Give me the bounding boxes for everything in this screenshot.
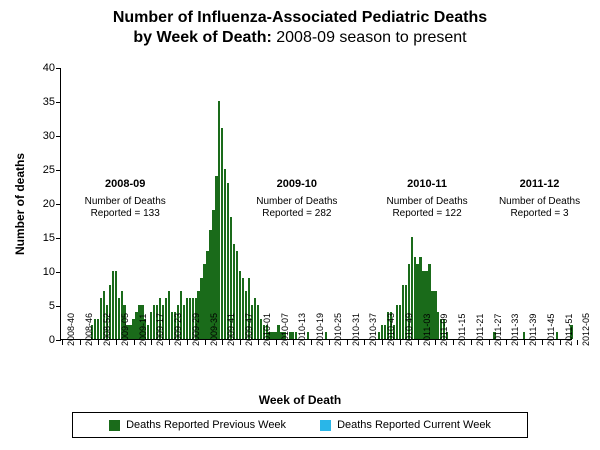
legend-label: Deaths Reported Current Week — [337, 419, 491, 431]
x-tick-label: 2010-13 — [297, 312, 308, 346]
legend-item — [320, 419, 491, 431]
bar — [165, 298, 167, 339]
bar — [236, 251, 238, 339]
x-tick-mark — [471, 340, 472, 345]
x-tick-label: 2011-33 — [510, 313, 521, 346]
bar — [183, 305, 185, 339]
bar — [150, 312, 152, 339]
x-tick-label: 2011-27 — [492, 313, 503, 346]
bar — [523, 332, 525, 339]
bar — [307, 332, 309, 339]
x-tick-mark — [560, 340, 561, 345]
y-tick-label: 15 — [42, 232, 55, 244]
chart-legend — [72, 412, 528, 438]
x-tick-label: 2008-52 — [101, 312, 112, 346]
x-tick-label: 2011-03 — [421, 313, 432, 346]
y-tick-mark — [56, 340, 61, 341]
x-tick-label: 2009-23 — [173, 312, 184, 346]
x-tick-mark — [506, 340, 507, 345]
x-tick-label: 2012-05 — [581, 312, 592, 346]
bar — [378, 332, 380, 339]
x-tick-label: 2008-40 — [66, 312, 77, 346]
bar — [325, 332, 327, 339]
bar — [434, 291, 436, 339]
season-deaths-value: Reported = 3 — [510, 208, 569, 219]
season-deaths-value: Reported = 122 — [392, 208, 462, 219]
bar — [274, 332, 276, 339]
legend-label: Deaths Reported Previous Week — [126, 419, 287, 431]
x-tick-mark — [205, 340, 206, 345]
bar — [396, 305, 398, 339]
x-tick-mark — [382, 340, 383, 345]
x-tick-mark — [577, 340, 578, 345]
y-tick-label: 25 — [42, 164, 55, 176]
bar — [416, 264, 418, 339]
season-name: 2008-09 — [105, 178, 146, 190]
season-annotation — [495, 178, 585, 220]
x-tick-mark — [98, 340, 99, 345]
y-axis-label: Number of deaths — [13, 153, 27, 256]
x-tick-mark — [134, 340, 135, 345]
bar — [203, 264, 205, 339]
bar — [221, 128, 223, 339]
x-tick-label: 2009-29 — [190, 312, 201, 346]
x-tick-mark — [293, 340, 294, 345]
x-tick-mark — [80, 340, 81, 345]
bar — [132, 319, 134, 339]
y-tick-label: 0 — [48, 334, 55, 346]
season-deaths-value: Reported = 282 — [262, 208, 332, 219]
x-tick-mark — [453, 340, 454, 345]
x-tick-label: 2009-11 — [137, 313, 148, 346]
bar — [257, 305, 259, 339]
x-axis-label: Week of Death — [258, 393, 342, 407]
x-tick-mark — [524, 340, 525, 345]
x-tick-label: 2011-21 — [474, 313, 485, 346]
x-tick-mark — [258, 340, 259, 345]
x-tick-label: 2009-17 — [155, 312, 166, 346]
x-tick-mark — [240, 340, 241, 345]
legend-swatch — [320, 420, 331, 431]
x-tick-mark — [329, 340, 330, 345]
chart-title — [0, 8, 600, 48]
season-annotation — [80, 178, 170, 220]
y-tick-label: 30 — [42, 130, 55, 142]
season-name: 2009-10 — [276, 178, 318, 190]
y-tick-label: 20 — [42, 198, 55, 210]
season-deaths-label: Number of Deaths — [256, 196, 338, 207]
x-tick-label: 2010-37 — [368, 312, 379, 346]
season-deaths-value: Reported = 133 — [90, 208, 160, 219]
x-tick-mark — [311, 340, 312, 345]
x-tick-label: 2011-09 — [439, 313, 450, 346]
chart-title-line2-rest: 2008-09 season to present — [271, 29, 467, 46]
x-tick-label: 2010-31 — [350, 312, 361, 346]
x-tick-label: 2011-45 — [545, 313, 556, 346]
bar — [399, 305, 401, 339]
x-tick-label: 2010-25 — [332, 312, 343, 346]
x-tick-mark — [169, 340, 170, 345]
x-tick-mark — [276, 340, 277, 345]
season-annotation — [382, 178, 472, 220]
bar — [115, 271, 117, 339]
x-tick-label: 2009-35 — [208, 312, 219, 346]
plot-area — [13, 62, 592, 346]
season-annotation — [252, 178, 342, 220]
bar — [239, 271, 241, 339]
season-name: 2010-11 — [407, 178, 447, 190]
x-tick-mark — [62, 340, 63, 345]
x-tick-label: 2011-15 — [457, 313, 468, 346]
x-tick-label: 2009-47 — [244, 312, 255, 346]
x-tick-label: 2010-43 — [386, 312, 397, 346]
x-tick-mark — [187, 340, 188, 345]
bar — [168, 291, 170, 339]
x-tick-mark — [364, 340, 365, 345]
bar — [254, 298, 256, 339]
x-tick-mark — [347, 340, 348, 345]
x-tick-mark — [400, 340, 401, 345]
season-deaths-label: Number of Deaths — [84, 196, 166, 207]
x-tick-mark — [435, 340, 436, 345]
x-tick-mark — [116, 340, 117, 345]
legend-item — [109, 419, 286, 431]
bar — [186, 298, 188, 339]
bar — [94, 319, 96, 339]
x-tick-label: 2010-01 — [261, 312, 272, 346]
y-tick-label: 10 — [42, 266, 55, 278]
season-deaths-label: Number of Deaths — [498, 196, 581, 207]
chart-title-line1: Number of Influenza-Associated Pediatric Deaths — [112, 9, 488, 26]
y-tick-label: 40 — [42, 62, 55, 74]
x-tick-mark — [542, 340, 543, 345]
x-tick-mark — [418, 340, 419, 345]
x-tick-label: 2010-19 — [315, 312, 326, 346]
x-tick-mark — [151, 340, 152, 345]
bar — [218, 101, 220, 339]
x-tick-mark — [489, 340, 490, 345]
x-tick-label: 2010-49 — [403, 312, 414, 346]
chart-title-line2-bold: by Week of Death: — [133, 29, 272, 46]
x-tick-mark — [222, 340, 223, 345]
x-tick-label: 2009-41 — [226, 312, 237, 346]
season-name: 2011-12 — [519, 178, 560, 190]
x-tick-label: 2010-07 — [279, 312, 290, 346]
legend-swatch — [109, 420, 120, 431]
y-tick-label: 5 — [48, 300, 55, 312]
x-tick-label: 2011-51 — [563, 313, 574, 346]
x-tick-label: 2011-39 — [528, 313, 539, 346]
bar — [292, 332, 294, 339]
chart-title-line2 — [0, 28, 600, 48]
x-tick-label: 2008-46 — [84, 312, 95, 346]
bar — [381, 325, 383, 339]
x-tick-label: 2009-05 — [119, 312, 130, 346]
y-tick-label: 35 — [42, 96, 55, 108]
season-deaths-label: Number of Deaths — [386, 196, 468, 207]
bar — [97, 319, 99, 339]
